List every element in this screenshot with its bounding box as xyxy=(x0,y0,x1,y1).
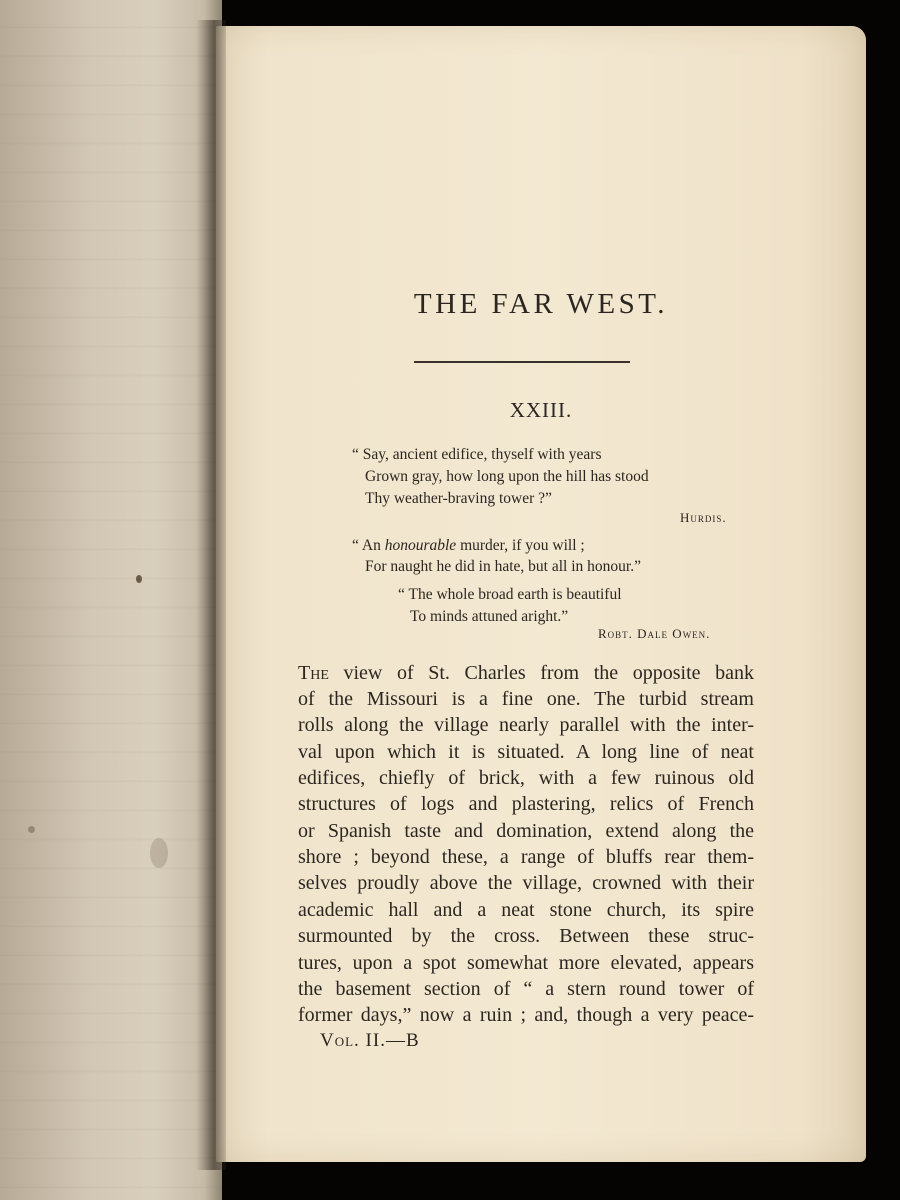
foxing-speck xyxy=(28,826,35,833)
body-line: edifices, chiefly of brick, with a few ruinous old xyxy=(298,767,754,789)
body-line: structures of logs and plastering, relics of French xyxy=(298,793,754,815)
body-line: or Spanish taste and domination, extend along the xyxy=(298,820,754,842)
body-line: surmounted by the cross. Between these struc- xyxy=(298,925,754,947)
epigraph-author: Hurdis. xyxy=(680,510,727,525)
foxing-speck xyxy=(136,575,142,583)
body-line: the basement section of “ a stern round tower of xyxy=(298,978,754,1000)
drop-word: The xyxy=(298,662,329,684)
epigraph-line: “ An honourable murder, if you will ; xyxy=(352,537,585,554)
body-line: selves proudly above the village, crowned with their xyxy=(298,872,754,894)
epigraph-line: “ The whole broad earth is beautiful xyxy=(398,586,622,603)
book-gutter xyxy=(196,20,226,1170)
body-line: rolls along the village nearly parallel with the inter- xyxy=(298,714,754,736)
foxing-speck xyxy=(150,838,168,868)
body-line: tures, upon a spot somewhat more elevated, appears xyxy=(298,952,754,974)
epigraph-line: To minds attuned aright.” xyxy=(410,608,569,625)
left-page xyxy=(0,0,222,1200)
chapter-number: XXIII. xyxy=(509,398,573,422)
body-line: The view of St. Charles from the opposite bank xyxy=(298,662,754,684)
epigraph-author: Robt. Dale Owen. xyxy=(598,626,711,641)
body-line: former days,” now a ruin ; and, though a very peace- xyxy=(298,1004,754,1026)
epigraph-line: “ Say, ancient edifice, thyself with years xyxy=(352,446,602,463)
title-rule xyxy=(414,361,630,363)
book-title: THE FAR WEST. xyxy=(413,288,669,320)
body-line: shore ; beyond these, a range of bluffs rear them- xyxy=(298,846,754,868)
signature-mark: Vol. II.—B xyxy=(320,1030,420,1051)
body-line: of the Missouri is a fine one. The turbid stream xyxy=(298,688,754,710)
epigraph-line: Thy weather-braving tower ?” xyxy=(365,490,552,507)
epigraph-line: For naught he did in hate, but all in honour.” xyxy=(365,558,641,575)
epigraph-line: Grown gray, how long upon the hill has stood xyxy=(365,468,649,485)
body-line: academic hall and a neat stone church, its spire xyxy=(298,899,754,921)
body-line: val upon which it is situated. A long line of neat xyxy=(298,741,754,763)
